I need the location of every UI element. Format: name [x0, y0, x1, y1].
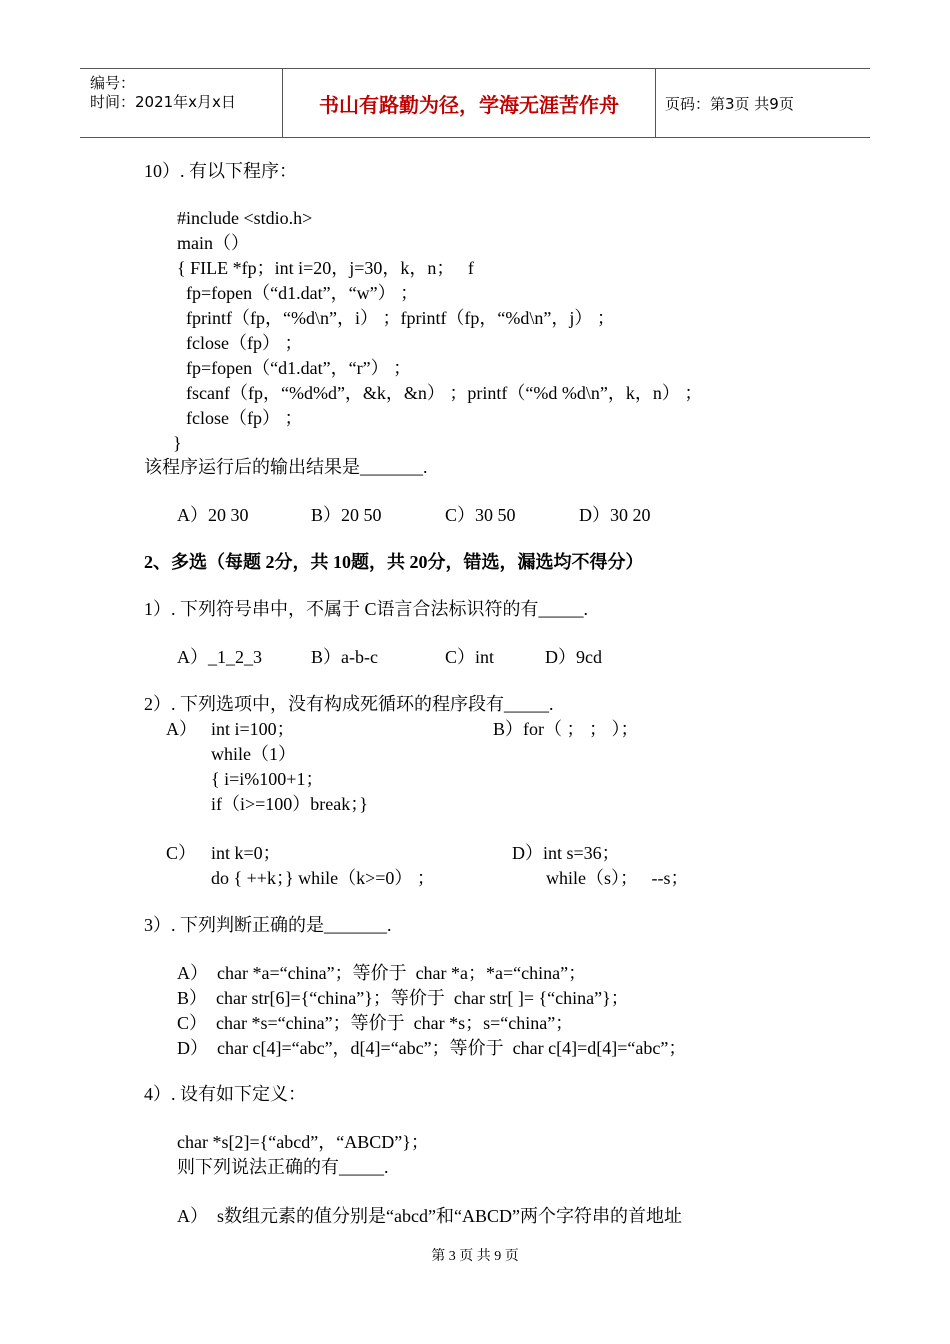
- doc-number-label: 编号：: [90, 74, 136, 92]
- m2-option-c-label: C）: [166, 843, 197, 863]
- header-page-label: 页码：第3页 共9页: [665, 94, 794, 113]
- code-line: main（）: [177, 233, 249, 253]
- m1-title: 1）. 下列符号串中，不属于 C语言合法标识符的有_____.: [144, 599, 589, 619]
- q10-title: 10）. 有以下程序：: [144, 161, 297, 181]
- m2-option-d: D）int s=36；: [512, 843, 620, 863]
- q10-option-a: A）20 30: [177, 505, 249, 525]
- code-line: { FILE *fp；int i=20，j=30，k，n； f: [177, 258, 474, 278]
- code-line: fprintf（fp，“%d\n”，i） ；fprintf（fp，“%d\n”，j） ；: [177, 308, 615, 328]
- m2-option-b: B）for（ ； ； ）；: [493, 719, 639, 739]
- m4-option-a: A） s数组元素的值分别是“abcd”和“ABCD”两个字符串的首地址: [177, 1206, 682, 1226]
- code-line: fp=fopen（“d1.dat”，“w”） ；: [177, 283, 419, 303]
- m3-option-c: C） char *s=“china”；等价于 char *s；s=“china”；: [177, 1013, 574, 1033]
- m4-title: 4）. 设有如下定义：: [144, 1084, 306, 1104]
- code-line: { i=i%100+1；: [211, 769, 324, 789]
- code-line: while（s）； --s；: [546, 868, 689, 888]
- header-page-cell: [655, 69, 870, 137]
- m1-option-c: C）int: [445, 647, 495, 667]
- header-motto: 书山有路勤为径，学海无涯苦作舟: [319, 92, 619, 117]
- page-header: [80, 68, 870, 138]
- code-line: if（i>=100）break；}: [211, 794, 368, 814]
- code-line: fclose（fp） ；: [177, 408, 303, 428]
- code-line: }: [173, 433, 182, 453]
- m2-title: 2）. 下列选项中，没有构成死循环的程序段有_____.: [144, 694, 554, 714]
- m3-option-d: D） char c[4]=“abc”，d[4]=“abc”；等价于 char c[4]=d[4]=“abc”；: [177, 1038, 687, 1058]
- code-line: #include <stdio.h>: [177, 208, 313, 228]
- section2-heading: 2、多选（每题 2分，共 10题，共 20分，错选，漏选均不得分）: [144, 552, 644, 572]
- m1-option-a: A）_1_2_3: [177, 647, 262, 667]
- q10-question: 该程序运行后的输出结果是_______.: [144, 457, 428, 477]
- m1-option-d: D）9cd: [545, 647, 602, 667]
- m4-code: char *s[2]={“abcd”，“ABCD”}；: [177, 1132, 429, 1152]
- code-line: do { ++k；} while（k>=0） ；: [211, 868, 435, 888]
- m3-option-a: A） char *a=“china”；等价于 char *a；*a=“china”；: [177, 963, 587, 983]
- header-info-cell: [80, 69, 282, 137]
- m1-option-b: B）a-b-c: [311, 647, 378, 667]
- doc-time-label: 时间：2021年x月x日: [90, 93, 236, 111]
- q10-option-b: B）20 50: [311, 505, 382, 525]
- m4-question: 则下列说法正确的有_____.: [177, 1157, 389, 1177]
- q10-option-c: C）30 50: [445, 505, 516, 525]
- code-line: fscanf（fp，“%d%d”，&k，&n） ；printf（“%d %d\n”，k，n） ；: [177, 383, 703, 403]
- header-motto-cell: [282, 69, 656, 137]
- page-footer: 第 3 页 共 9 页: [431, 1249, 519, 1264]
- code-line: fp=fopen（“d1.dat”，“r”） ；: [177, 358, 412, 378]
- m3-title: 3）. 下列判断正确的是_______.: [144, 915, 392, 935]
- code-line: int k=0；: [211, 843, 281, 863]
- code-line: fclose（fp） ；: [177, 333, 303, 353]
- code-line: while（1）: [211, 744, 296, 764]
- m3-option-b: B） char str[6]={“china”}；等价于 char str[ ]= {“china”}；: [177, 988, 629, 1008]
- code-line: int i=100；: [211, 719, 295, 739]
- m2-option-a-label: A）: [166, 719, 197, 739]
- q10-option-d: D）30 20: [579, 505, 651, 525]
